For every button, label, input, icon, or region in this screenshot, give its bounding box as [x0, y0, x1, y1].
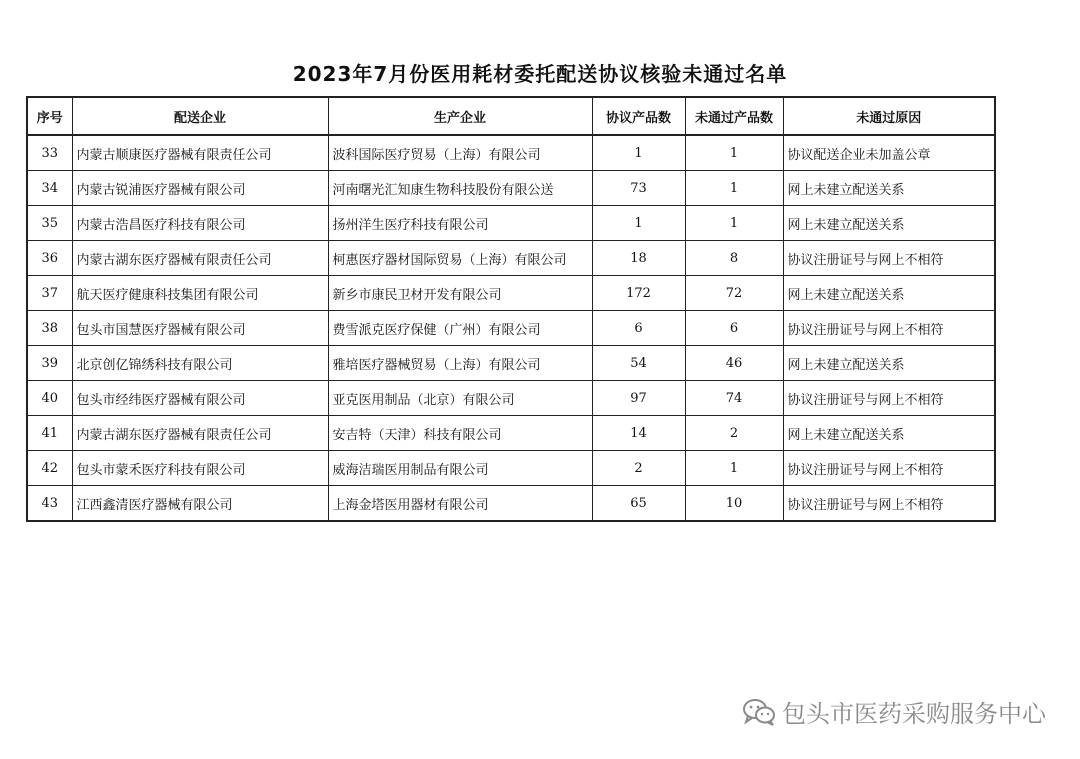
account-watermark: [742, 694, 1046, 729]
row-index: 43: [27, 486, 72, 522]
failure-reason: 协议注册证号与网上不相符: [783, 241, 995, 276]
row-index: 33: [27, 135, 72, 171]
failed-product-count: 74: [685, 381, 783, 416]
table-row: [27, 206, 995, 241]
header-distributor: 配送企业: [72, 97, 328, 135]
row-index: 37: [27, 276, 72, 311]
distributor-name: 江西鑫清医疗器械有限公司: [72, 486, 328, 522]
manufacturer-name: 威海洁瑞医用制品有限公司: [328, 451, 592, 486]
distributor-name: 内蒙古湖东医疗器械有限责任公司: [72, 416, 328, 451]
row-index: 42: [27, 451, 72, 486]
agreement-product-count: 97: [592, 381, 685, 416]
agreement-product-count: 6: [592, 311, 685, 346]
header-manufacturer: 生产企业: [328, 97, 592, 135]
header-failed-count: 未通过产品数: [685, 97, 783, 135]
distributor-name: 内蒙古顺康医疗器械有限责任公司: [72, 135, 328, 171]
failure-reason: 网上未建立配送关系: [783, 276, 995, 311]
failure-reason: 网上未建立配送关系: [783, 206, 995, 241]
wechat-icon: [742, 698, 776, 726]
manufacturer-name: 上海金塔医用器材有限公司: [328, 486, 592, 522]
table-row: [27, 276, 995, 311]
agreement-product-count: 2: [592, 451, 685, 486]
failure-reason: 协议配送企业未加盖公章: [783, 135, 995, 171]
table-row: [27, 346, 995, 381]
failed-product-count: 1: [685, 171, 783, 206]
failed-product-count: 1: [685, 135, 783, 171]
failure-reason: 网上未建立配送关系: [783, 346, 995, 381]
agreement-product-count: 18: [592, 241, 685, 276]
distributor-name: 内蒙古浩昌医疗科技有限公司: [72, 206, 328, 241]
manufacturer-name: 新乡市康民卫材开发有限公司: [328, 276, 592, 311]
failure-reason: 协议注册证号与网上不相符: [783, 451, 995, 486]
row-index: 39: [27, 346, 72, 381]
agreement-product-count: 172: [592, 276, 685, 311]
table-header-row: [27, 97, 995, 135]
row-index: 34: [27, 171, 72, 206]
failed-product-count: 1: [685, 451, 783, 486]
row-index: 35: [27, 206, 72, 241]
manufacturer-name: 安吉特（天津）科技有限公司: [328, 416, 592, 451]
header-agreement-count: 协议产品数: [592, 97, 685, 135]
table-row: [27, 135, 995, 171]
agreement-product-count: 73: [592, 171, 685, 206]
failure-reason: 协议注册证号与网上不相符: [783, 486, 995, 522]
page-title: 2023年7月份医用耗材委托配送协议核验未通过名单: [292, 62, 788, 86]
distributor-name: 包头市经纬医疗器械有限公司: [72, 381, 328, 416]
failure-reason: 协议注册证号与网上不相符: [783, 381, 995, 416]
manufacturer-name: 柯惠医疗器材国际贸易（上海）有限公司: [328, 241, 592, 276]
table-row: [27, 416, 995, 451]
agreement-product-count: 65: [592, 486, 685, 522]
header-reason: 未通过原因: [783, 97, 995, 135]
failure-reason: 协议注册证号与网上不相符: [783, 311, 995, 346]
failed-product-count: 2: [685, 416, 783, 451]
header-index: 序号: [27, 97, 72, 135]
failed-product-count: 46: [685, 346, 783, 381]
distributor-name: 包头市国慧医疗器械有限公司: [72, 311, 328, 346]
table-row: [27, 451, 995, 486]
distributor-name: 北京创亿锦绣科技有限公司: [72, 346, 328, 381]
manufacturer-name: 费雪派克医疗保健（广州）有限公司: [328, 311, 592, 346]
table-row: [27, 241, 995, 276]
distributor-name: 内蒙古湖东医疗器械有限责任公司: [72, 241, 328, 276]
distributor-name: 包头市蒙禾医疗科技有限公司: [72, 451, 328, 486]
distributor-name: 航天医疗健康科技集团有限公司: [72, 276, 328, 311]
table-row: [27, 171, 995, 206]
manufacturer-name: 扬州洋生医疗科技有限公司: [328, 206, 592, 241]
failed-product-count: 72: [685, 276, 783, 311]
distributor-name: 内蒙古锐浦医疗器械有限公司: [72, 171, 328, 206]
watermark-text: 包头市医药采购服务中心: [782, 700, 1046, 728]
row-index: 40: [27, 381, 72, 416]
agreement-product-count: 1: [592, 206, 685, 241]
row-index: 41: [27, 416, 72, 451]
failure-reason: 网上未建立配送关系: [783, 171, 995, 206]
failed-product-count: 1: [685, 206, 783, 241]
agreement-product-count: 1: [592, 135, 685, 171]
table-row: [27, 311, 995, 346]
agreement-product-count: 14: [592, 416, 685, 451]
manufacturer-name: 波科国际医疗贸易（上海）有限公司: [328, 135, 592, 171]
failed-verification-table: [26, 96, 996, 522]
failed-product-count: 8: [685, 241, 783, 276]
manufacturer-name: 雅培医疗器械贸易（上海）有限公司: [328, 346, 592, 381]
table-row: [27, 486, 995, 522]
agreement-product-count: 54: [592, 346, 685, 381]
row-index: 36: [27, 241, 72, 276]
table-row: [27, 381, 995, 416]
failed-product-count: 10: [685, 486, 783, 522]
manufacturer-name: 河南曙光汇知康生物科技股份有限公送: [328, 171, 592, 206]
manufacturer-name: 亚克医用制品（北京）有限公司: [328, 381, 592, 416]
failure-reason: 网上未建立配送关系: [783, 416, 995, 451]
row-index: 38: [27, 311, 72, 346]
failed-product-count: 6: [685, 311, 783, 346]
